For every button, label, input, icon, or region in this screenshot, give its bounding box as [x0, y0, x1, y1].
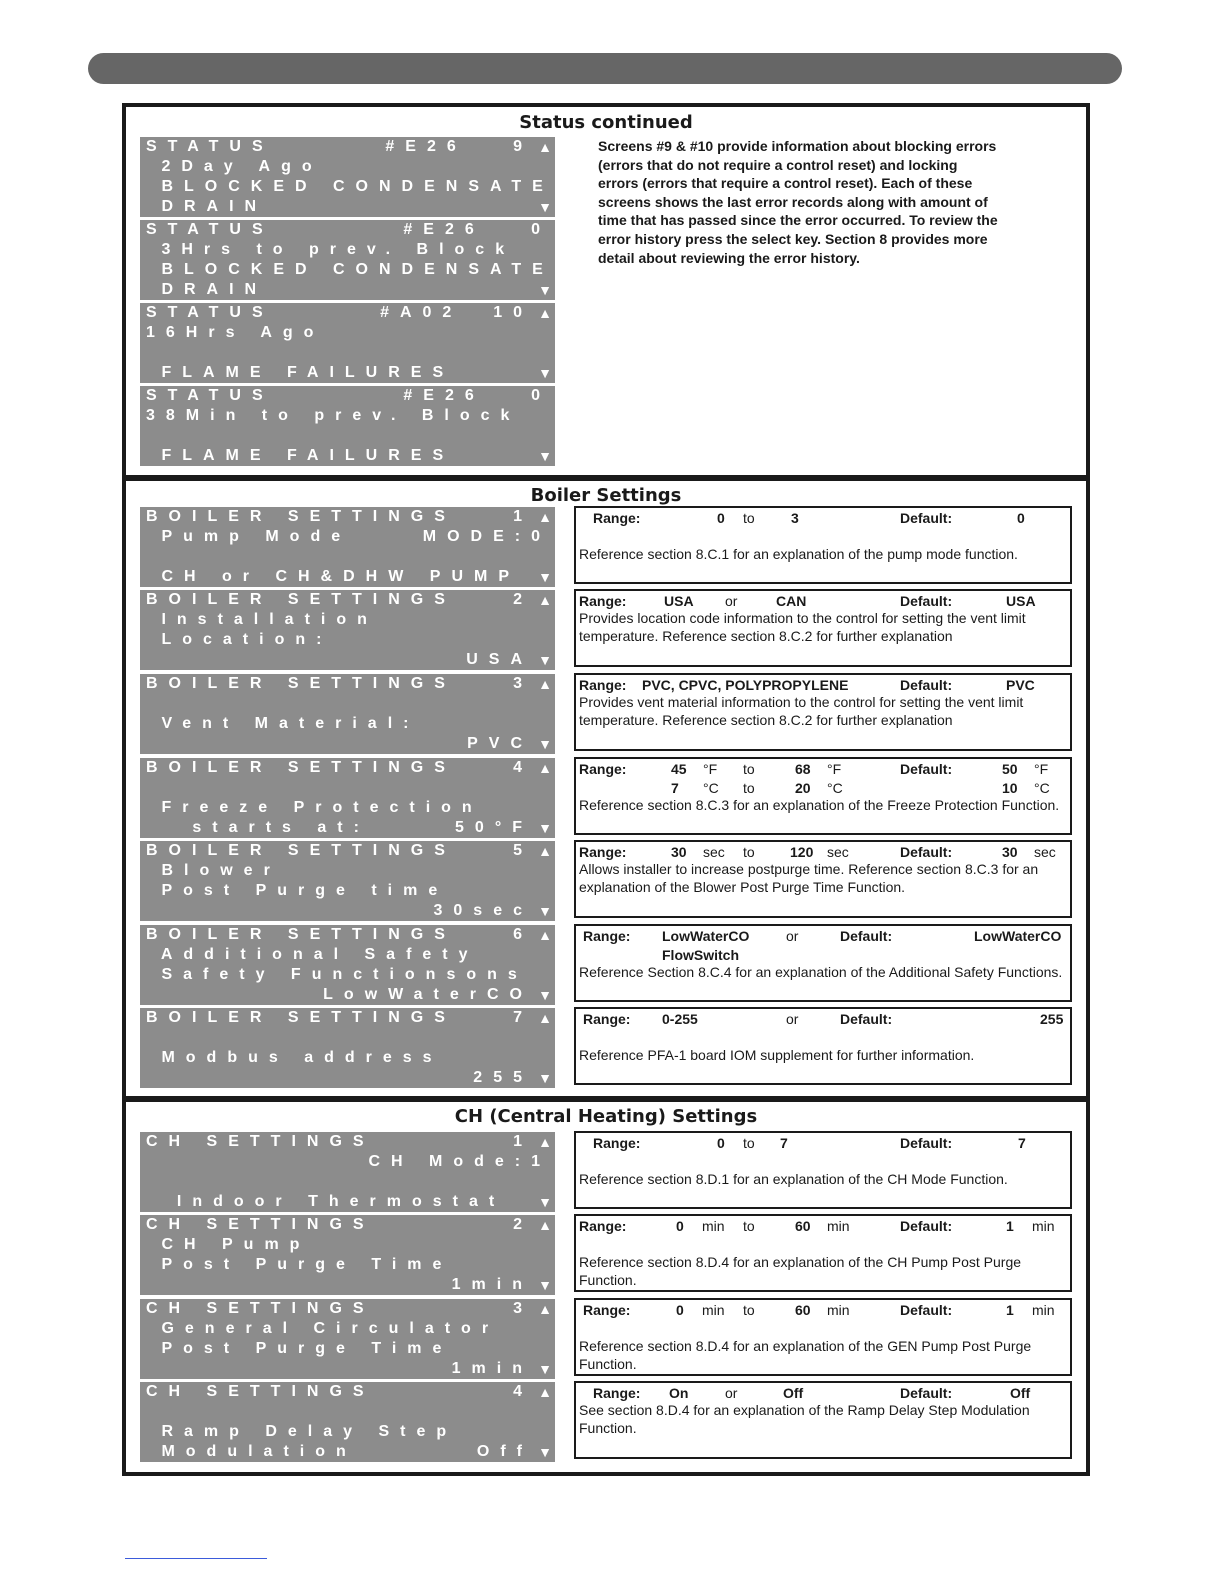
default-label: Default:	[840, 928, 893, 944]
lcd-title: BOILER SETTINGS	[146, 675, 456, 692]
up-arrow-icon: ▲	[538, 1134, 552, 1150]
ch-screen-2	[140, 1215, 555, 1295]
range-min-alt: 7	[671, 780, 679, 796]
lcd-line: Ramp Delay Step	[146, 1423, 458, 1440]
down-arrow-icon: ▼	[538, 569, 552, 585]
default-value: 50	[1002, 761, 1018, 777]
down-arrow-icon: ▼	[538, 652, 552, 668]
down-arrow-icon: ▼	[538, 820, 552, 836]
lcd-line: Indoor Thermostat	[146, 1193, 506, 1210]
lcd-value: 2	[513, 1216, 533, 1233]
down-arrow-icon: ▼	[538, 365, 552, 381]
down-arrow-icon: ▼	[538, 903, 552, 919]
lcd-value: 2	[513, 591, 533, 608]
range-min: USA	[664, 593, 694, 609]
range-label: Range:	[579, 844, 627, 860]
default-unit: min	[1032, 1218, 1055, 1234]
lcd-title: CH SETTINGS	[146, 1133, 375, 1150]
down-arrow-icon: ▼	[538, 736, 552, 752]
lcd-line: FLAME FAILURES	[146, 447, 455, 464]
default-label: Default:	[900, 1218, 953, 1234]
range-connector: or	[786, 1011, 799, 1027]
status-description: Screens #9 & #10 provide information about blocking errors (errors that do not require a control reset) and locking errors (errors that require a control reset). Each of these screens shows the last error records along with amount of time that has passed since the error occurred. To review the error history press the select key. Section 8 provides more detail about reviewing the error history.	[598, 138, 998, 266]
up-arrow-icon: ▲	[538, 1010, 552, 1026]
lcd-value: USA	[466, 651, 533, 668]
lcd-value: 30sec	[433, 902, 533, 919]
setting-info-box	[574, 506, 1072, 584]
setting-info-box	[574, 589, 1072, 667]
down-arrow-icon: ▼	[538, 1194, 552, 1210]
ch-screen-3	[140, 1299, 555, 1379]
default-value-alt: 10	[1002, 780, 1018, 796]
lcd-value: 1min	[451, 1360, 533, 1377]
up-arrow-icon: ▲	[538, 1384, 552, 1400]
default-label: Default:	[900, 761, 953, 777]
boiler-screen-7	[140, 1008, 555, 1088]
status-screen-9	[140, 137, 555, 217]
section-title-status: Status continued	[519, 112, 693, 133]
lcd-title: STATUS	[146, 221, 274, 238]
lcd-value: Off	[476, 1443, 533, 1460]
setting-info-box	[574, 673, 1072, 751]
lcd-code: #A02 10	[380, 304, 533, 321]
default-value: Off	[1010, 1385, 1031, 1401]
down-arrow-icon: ▼	[538, 1361, 552, 1377]
lcd-value: 1	[513, 508, 533, 525]
lcd-title: BOILER SETTINGS	[146, 759, 456, 776]
lcd-line: CH or CH&DHW PUMP	[146, 568, 520, 585]
lcd-value: CH Mode:1	[368, 1153, 551, 1170]
lcd-line: Blower	[146, 862, 281, 879]
section-title-boiler: Boiler Settings	[530, 485, 682, 506]
range-label: Range:	[583, 928, 631, 944]
range-max-unit: sec	[827, 844, 849, 860]
lcd-line: Post Purge Time	[146, 1256, 453, 1273]
lcd-title: STATUS	[146, 304, 274, 321]
down-arrow-icon: ▼	[538, 282, 552, 298]
default-label: Default:	[900, 593, 953, 609]
range-min-unit: min	[702, 1302, 725, 1318]
setting-description: Provides vent material information to the control for setting the vent limit temperature. Reference section 8.C.2 for further explanation	[579, 694, 1024, 728]
lcd-line: BLOCKED CONDENSATE	[146, 261, 554, 278]
lcd-code: #E26 9	[385, 138, 533, 155]
range-min-unit: °F	[703, 761, 718, 777]
lcd-value: 1min	[451, 1276, 533, 1293]
lcd-line: Modulation	[146, 1443, 357, 1460]
setting-description: See section 8.D.4 for an explanation of the Ramp Delay Step Modulation Function.	[579, 1402, 1030, 1436]
boiler-screen-2	[140, 590, 555, 670]
lcd-value: 3	[513, 675, 533, 692]
range-min: LowWaterCO	[662, 928, 750, 944]
setting-info-box	[574, 924, 1072, 1002]
up-arrow-icon: ▲	[538, 760, 552, 776]
range-min: 0	[676, 1302, 684, 1318]
range-min-unit: min	[702, 1218, 725, 1234]
lcd-code: #E26 0	[403, 387, 551, 404]
range-connector: to	[743, 1218, 755, 1234]
setting-info-box	[574, 1381, 1072, 1459]
setting-info-box	[574, 840, 1072, 918]
range-label: Range:	[579, 593, 627, 609]
lcd-title: BOILER SETTINGS	[146, 842, 456, 859]
lcd-title: CH SETTINGS	[146, 1216, 375, 1233]
range-label: Range:	[579, 677, 627, 693]
lcd-line: Freeze Protection	[146, 799, 483, 816]
lcd-value: 6	[513, 926, 533, 943]
default-value: USA	[1006, 593, 1036, 609]
default-label: Default:	[900, 677, 953, 693]
range-max-alt: 20	[795, 780, 811, 796]
lcd-line: Additional Safety	[146, 946, 479, 963]
default-unit: sec	[1034, 844, 1056, 860]
range-connector: to	[743, 844, 755, 860]
lcd-title: STATUS	[146, 138, 274, 155]
lcd-line: FLAME FAILURES	[146, 364, 455, 381]
default-label: Default:	[900, 844, 953, 860]
lcd-title: CH SETTINGS	[146, 1383, 375, 1400]
section-title-ch: CH (Central Heating) Settings	[454, 1106, 758, 1127]
lcd-value: MODE:0	[422, 528, 551, 545]
ch-screen-1	[140, 1132, 555, 1212]
default-label: Default:	[900, 1385, 953, 1401]
setting-description: Reference section 8.C.3 for an explanation of the Freeze Protection Function.	[579, 797, 1060, 813]
lcd-line: starts at:	[146, 819, 370, 836]
up-arrow-icon: ▲	[538, 592, 552, 608]
default-value: PVC	[1006, 677, 1035, 693]
setting-description: Reference section 8.C.1 for an explanation of the pump mode function.	[579, 546, 1018, 562]
setting-description: Allows installer to increase postpurge time. Reference section 8.C.3 for an explanation of the Blower Post Purge Time Function.	[579, 861, 1039, 895]
status-screen-10b	[140, 303, 555, 383]
status-screen-10c	[140, 386, 555, 466]
default-value: 0	[1017, 510, 1025, 526]
range-min: 0-255	[662, 1011, 698, 1027]
lcd-value: 3	[513, 1300, 533, 1317]
default-label: Default:	[840, 1011, 893, 1027]
boiler-screen-6	[140, 925, 555, 1005]
range-max-alt-unit: °C	[827, 780, 843, 796]
lcd-line: DRAIN	[146, 198, 268, 215]
range-min-alt-unit: °C	[703, 780, 719, 796]
range-label: Range:	[593, 1135, 641, 1151]
range-min: On	[669, 1385, 689, 1401]
range-min: PVC, CPVC, POLYPROPYLENE	[642, 677, 849, 693]
lcd-value: 7	[513, 1009, 533, 1026]
down-arrow-icon: ▼	[538, 448, 552, 464]
lcd-line: Post Purge time	[146, 882, 449, 899]
lcd-line: BLOCKED CONDENSATE	[146, 178, 554, 195]
up-arrow-icon: ▲	[538, 676, 552, 692]
lcd-value: 1	[513, 1133, 533, 1150]
setting-description: Reference Section 8.C.4 for an explanation of the Additional Safety Functions.	[579, 964, 1063, 980]
lcd-line: Pump Mode	[146, 528, 352, 545]
lcd-line: 3Hrs to prev. Block	[146, 241, 516, 258]
up-arrow-icon: ▲	[538, 305, 552, 321]
range-connector: to	[743, 510, 755, 526]
boiler-screen-1	[140, 507, 555, 587]
down-arrow-icon: ▼	[538, 1444, 552, 1460]
down-arrow-icon: ▼	[538, 1070, 552, 1086]
ch-screen-4	[140, 1382, 555, 1462]
boiler-screen-3	[140, 674, 555, 754]
up-arrow-icon: ▲	[538, 1301, 552, 1317]
footer-link-underline	[125, 1558, 267, 1559]
range-min: 0	[717, 510, 725, 526]
lcd-title: CH SETTINGS	[146, 1300, 375, 1317]
lcd-title: BOILER SETTINGS	[146, 926, 456, 943]
up-arrow-icon: ▲	[538, 509, 552, 525]
range-label: Range:	[583, 1011, 631, 1027]
range-min: 45	[671, 761, 687, 777]
range-max: 120	[790, 844, 814, 860]
lcd-line: Location:	[146, 631, 333, 648]
down-arrow-icon: ▼	[538, 1277, 552, 1293]
range-connector: or	[725, 593, 738, 609]
lcd-value: 255	[473, 1069, 533, 1086]
lcd-line: Post Purge Time	[146, 1340, 453, 1357]
default-value: 1	[1006, 1302, 1014, 1318]
status-screen-10a	[140, 220, 555, 300]
default-value: 255	[1040, 1011, 1064, 1027]
setting-description: Reference PFA-1 board IOM supplement for further information.	[579, 1047, 975, 1063]
setting-description: Reference section 8.D.4 for an explanation of the GEN Pump Post Purge Function.	[579, 1338, 1032, 1372]
lcd-value: 4	[513, 1383, 533, 1400]
lcd-line: 2Day Ago	[146, 158, 323, 175]
default-label: Default:	[900, 510, 953, 526]
range-max-unit: min	[827, 1302, 850, 1318]
default-unit: °F	[1034, 761, 1049, 777]
lcd-line: 38Min to prev. Block	[146, 407, 521, 424]
lcd-value: 4	[513, 759, 533, 776]
range-min: 30	[671, 844, 687, 860]
lcd-value: LowWaterCO	[323, 986, 533, 1003]
range-connector: to	[743, 761, 755, 777]
lcd-title: STATUS	[146, 387, 274, 404]
up-arrow-icon: ▲	[538, 1217, 552, 1233]
lcd-value: PVC	[467, 735, 533, 752]
range-min: 0	[717, 1135, 725, 1151]
range-min: 0	[676, 1218, 684, 1234]
range-connector: to	[743, 1302, 755, 1318]
lcd-code: #E26 0	[403, 221, 551, 238]
setting-info-box	[574, 1131, 1072, 1209]
lcd-line: DRAIN	[146, 281, 268, 298]
lcd-value: 50°F	[455, 819, 533, 836]
default-unit: min	[1032, 1302, 1055, 1318]
setting-info-box	[574, 757, 1072, 835]
range-label: Range:	[593, 1385, 641, 1401]
lcd-line: Vent Material:	[146, 715, 420, 732]
header-bar	[88, 53, 1122, 84]
boiler-screen-5	[140, 841, 555, 921]
default-value: LowWaterCO	[974, 928, 1062, 944]
default-value: 1	[1006, 1218, 1014, 1234]
default-alt-unit: °C	[1034, 780, 1050, 796]
range-connector: to	[743, 1135, 755, 1151]
range-connector: or	[786, 928, 799, 944]
lcd-line: Modbus address	[146, 1049, 443, 1066]
range-max: 60	[795, 1218, 811, 1234]
down-arrow-icon: ▼	[538, 987, 552, 1003]
range-max: 7	[780, 1135, 788, 1151]
lcd-line: Safety Functionsons	[146, 966, 528, 983]
setting-info-box	[574, 1007, 1072, 1085]
lcd-line: Installation	[146, 611, 378, 628]
range-min-unit: sec	[703, 844, 725, 860]
setting-description: Reference section 8.D.1 for an explanation of the CH Mode Function.	[579, 1171, 1008, 1187]
range-max-unit: °F	[827, 761, 842, 777]
lcd-title: BOILER SETTINGS	[146, 508, 456, 525]
range-max: 68	[795, 761, 811, 777]
range-connector: or	[725, 1385, 738, 1401]
lcd-line: General Circulator	[146, 1320, 500, 1337]
range-max: CAN	[776, 593, 807, 609]
range-label: Range:	[579, 761, 627, 777]
range-option: FlowSwitch	[662, 947, 739, 963]
default-label: Default:	[900, 1302, 953, 1318]
lcd-value: 5	[513, 842, 533, 859]
range-max: 60	[795, 1302, 811, 1318]
up-arrow-icon: ▲	[538, 843, 552, 859]
down-arrow-icon: ▼	[538, 199, 552, 215]
up-arrow-icon: ▲	[538, 139, 552, 155]
range-max: Off	[783, 1385, 804, 1401]
lcd-title: BOILER SETTINGS	[146, 1009, 456, 1026]
default-label: Default:	[900, 1135, 953, 1151]
boiler-screen-4	[140, 758, 555, 838]
lcd-line: 16Hrs Ago	[146, 324, 325, 341]
up-arrow-icon: ▲	[538, 927, 552, 943]
lcd-title: BOILER SETTINGS	[146, 591, 456, 608]
range-label: Range:	[583, 1302, 631, 1318]
lcd-line: CH Pump	[146, 1236, 311, 1253]
range-max-unit: min	[827, 1218, 850, 1234]
default-value: 7	[1018, 1135, 1026, 1151]
range-label: Range:	[593, 510, 641, 526]
default-value: 30	[1002, 844, 1018, 860]
range-connector: to	[743, 780, 755, 796]
range-label: Range:	[579, 1218, 627, 1234]
setting-info-box	[574, 1298, 1072, 1376]
range-max: 3	[791, 510, 799, 526]
setting-description: Provides location code information to the control for setting the vent limit temperature. Reference section 8.C.2 for further explanation	[579, 610, 1026, 644]
setting-info-box	[574, 1214, 1072, 1292]
setting-description: Reference section 8.D.4 for an explanation of the CH Pump Post Purge Function.	[579, 1254, 1022, 1288]
